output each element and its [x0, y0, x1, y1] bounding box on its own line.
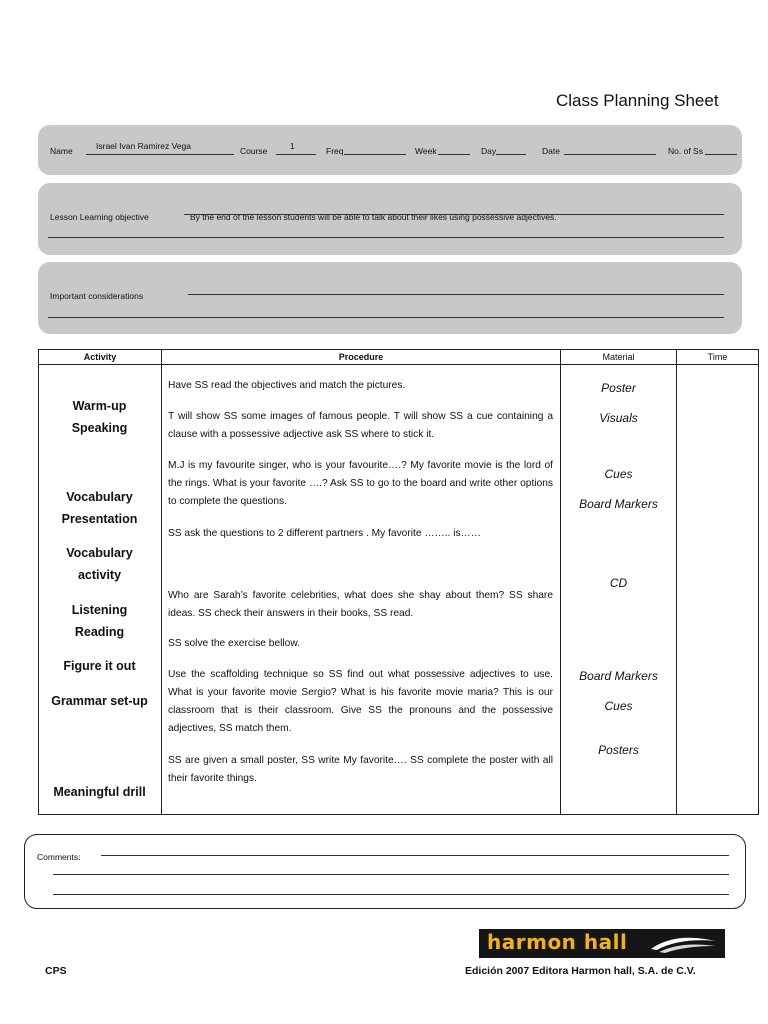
activity-grammar-setup: Grammar set-up [51, 694, 148, 708]
harmon-hall-logo [479, 929, 725, 958]
objective-panel [38, 183, 742, 255]
freq-field[interactable] [344, 154, 406, 155]
objective-label: Lesson Learning objective [50, 212, 149, 222]
activity-meaningful-drill: Meaningful drill [53, 785, 146, 799]
objective-line-1 [184, 214, 724, 215]
name-label: Name [50, 146, 73, 156]
name-field[interactable] [86, 154, 234, 155]
info-panel [38, 125, 742, 175]
procedure-grammar-setup: Use the scaffolding technique so SS find out what possessive adjectives to use. What is your favorite movie Sergio? What is his favorite movie maria? This is our classroom that is their classroom. Give SS the pronouns and the possessive adjectives, SS match them. [168, 669, 553, 734]
activity-vocab-activity-line2: activity [77, 568, 122, 582]
activity-warmup-line2: Speaking [71, 421, 128, 435]
procedure-meaningful-drill: SS are given a small poster, SS write My favorite…. SS complete the poster with all their favorite things. [168, 755, 553, 784]
name-value: Israel Ivan Ramirez Vega [96, 141, 191, 151]
material-poster: Poster [601, 381, 636, 395]
material-header: Material [561, 350, 677, 365]
logo-text: harmon hall [487, 930, 628, 954]
activity-vocab-presentation-line1: Vocabulary [66, 490, 133, 504]
ss-count-field[interactable] [705, 154, 737, 155]
objective-value: By the end of the lesson students will be able to talk about their likes using possessive adjectives. [190, 212, 557, 222]
time-header: Time [677, 350, 759, 365]
material-posters: Posters [598, 743, 639, 757]
material-board-markers: Board Markers [579, 497, 658, 511]
considerations-panel [38, 262, 742, 334]
swoosh-icon [649, 933, 719, 955]
procedure-warmup-2: T will show SS some images of famous people. T will show SS a cue containing a clause with a possessive adjective ask SS where to stick it. [168, 411, 553, 440]
activity-header: Activity [39, 350, 162, 365]
activity-vocab-activity-line1: Vocabulary [66, 546, 133, 560]
ss-count-label: No. of Ss [668, 146, 703, 156]
material-cues-2: Cues [604, 699, 633, 713]
procedure-vocab-activity: SS ask the questions to 2 different partners . My favorite …….. is…… [168, 528, 481, 539]
procedure-listening-reading: Who are Sarah’s favorite celebrities, what does she shay about them? SS share ideas. SS check their answers in their books, SS read. [168, 590, 553, 619]
freq-label: Freq [326, 146, 344, 156]
planning-table [38, 349, 759, 815]
activity-figure-it-out: Figure it out [63, 659, 136, 673]
day-label: Day [481, 146, 497, 156]
procedure-vocab-presentation: M.J is my favourite singer, who is your favourite….? My favorite movie is the lord of the rings. What is your favorite ….? Ask SS to go to the board and write other options to complete the questions. [168, 460, 553, 507]
date-field[interactable] [564, 154, 656, 155]
activity-vocab-presentation [39, 486, 160, 530]
activity-warmup [39, 395, 160, 439]
considerations-line-1 [188, 294, 724, 295]
activity-vocab-presentation-line2: Presentation [61, 512, 138, 526]
considerations-line-2 [48, 317, 724, 318]
course-value: 1 [290, 141, 295, 151]
course-label: Course [240, 146, 268, 156]
comments-box [24, 834, 746, 909]
material-cues: Cues [604, 467, 633, 481]
procedure-header: Procedure [162, 350, 561, 365]
week-label: Week [415, 146, 437, 156]
day-field[interactable] [496, 154, 526, 155]
time-cell[interactable] [677, 365, 759, 815]
material-visuals: Visuals [599, 411, 638, 425]
procedure-figure-it-out: SS solve the exercise bellow. [168, 638, 300, 649]
procedure-cell [162, 365, 561, 815]
table-header-row [39, 350, 759, 365]
material-cell [561, 365, 677, 815]
activity-listening-line2: Reading [74, 625, 125, 639]
date-label: Date [542, 146, 560, 156]
activity-vocab-activity [39, 542, 160, 586]
week-field[interactable] [438, 154, 470, 155]
material-board-markers-2: Board Markers [579, 669, 658, 683]
objective-line-2 [48, 237, 724, 238]
footer-copyright: Edición 2007 Editora Harmon hall, S.A. de C.V. [465, 965, 696, 977]
considerations-label: Important considerations [50, 291, 144, 301]
table-body-row [39, 365, 759, 815]
activity-cell [39, 365, 162, 815]
comments-line-3[interactable] [53, 894, 729, 895]
comments-label: Comments: [37, 852, 81, 862]
comments-line-2[interactable] [53, 874, 729, 875]
comments-line-1[interactable] [101, 855, 729, 856]
activity-warmup-line1: Warm-up [72, 399, 127, 413]
course-field[interactable] [276, 154, 316, 155]
procedure-warmup-1: Have SS read the objectives and match the pictures. [168, 380, 406, 391]
activity-listening-reading [39, 599, 160, 643]
activity-listening-line1: Listening [71, 603, 128, 617]
material-cd: CD [609, 576, 628, 590]
page-title: Class Planning Sheet [556, 91, 719, 110]
footer-code: CPS [45, 965, 67, 977]
